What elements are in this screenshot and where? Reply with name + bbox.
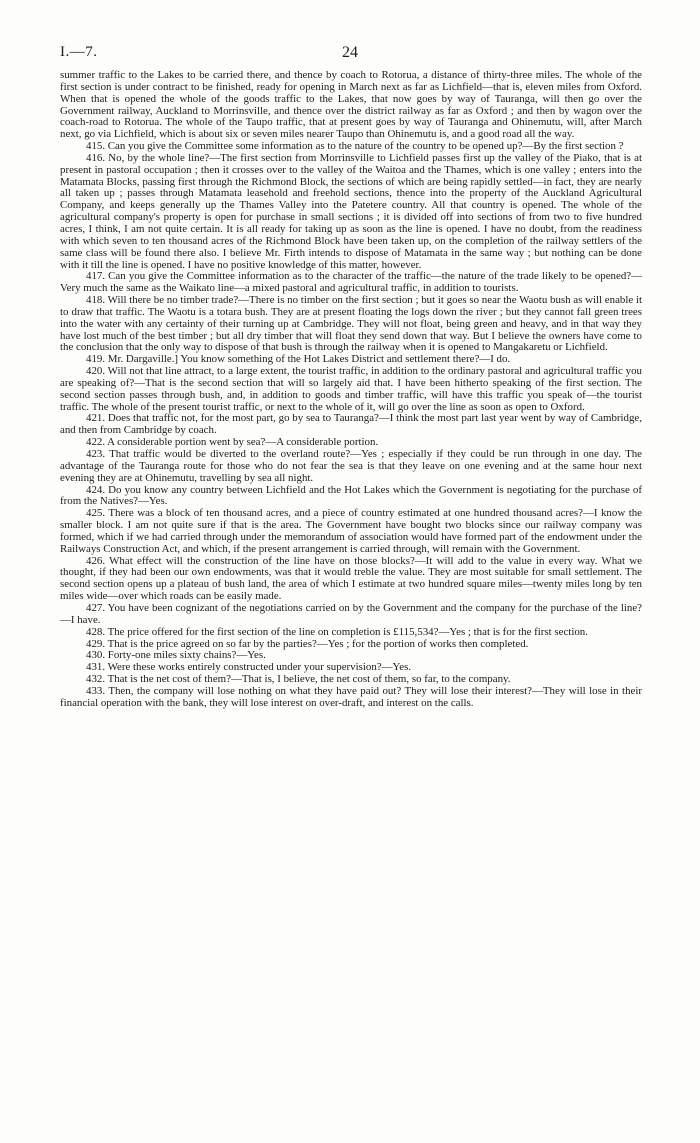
question-429: 429. That is the price agreed on so far by the parties?—Yes ; for the portion of works then completed.	[86, 637, 529, 650]
question-416: 416. No, by the whole line?—The first section from Morrinsville to Lichfield passes first up the valley of the Piako, that is at present in pastoral occupation ; then it crosses over to the valley of the Waitoa and the Thames, which is one valley ; enters into the Matamata Blocks, passing first through the Richmond Block, the sections of which are being rapidly settled—in fact, they are nearly all taken up ; passes through Matamata leasehold and freehold sections, thence into the property of the Auckland Agricultural Company, and keeps generally up the Thames Valley into the Patetere country. All that country is opened. The whole of the agricultural company's property is open for purchase in small sections ; it is divided off into sections of from two to five hundred acres, I think, I am not quite certain. It is all ready for taking up as soon as the line is opened. I have no doubt, from the readiness with which seven to ten thousand acres of the Richmond Block have been taken up, on the completion of the railway settlers of the same class will be found there also. I believe Mr. Firth intends to dispose of Matamata in the same way ; but nothing can be done with it till the line is opened. I have no positive knowledge of this matter, however.	[60, 151, 642, 271]
evidence-text	[60, 70, 642, 710]
question-425: 425. There was a block of ten thousand acres, and a piece of country estimated at one hundred thousand acres?—I know the smaller block. I am not quite sure if that is the area. The Government have bought two blocks since our railway company was formed, which if we had carried through under the memorandum of association would have formed part of the endowment under the Railways Construction Act, and which, if the present arrangement is carried through, will remain with the Government.	[60, 507, 642, 555]
question-433: 433. Then, the company will lose nothing on what they have paid out? They will lose their interest?—They will lose in their financial operation with the bank, they will lose interest on over-draft, and interest on the calls.	[60, 684, 642, 709]
question-431: 431. Were these works entirely constructed under your supervision?—Yes.	[86, 661, 412, 674]
question-422: 422. A considerable portion went by sea?—A considerable portion.	[86, 436, 379, 449]
question-424: 424. Do you know any country between Lichfield and the Hot Lakes which the Government is negotiating for the purchase of from the Natives?—Yes.	[60, 483, 642, 508]
page-number: 24	[342, 44, 358, 61]
question-417: 417. Can you give the Committee information as to the character of the traffic—the nature of the trade likely to be opened?—Very much the same as the Waikato line—a mixed pastoral and agricultural traffic, in addition to tourists.	[60, 270, 642, 295]
paragraph-continuation: summer traffic to the Lakes to be carried there, and thence by coach to Rotorua, a distance of thirty-three miles. The whole of the first section is under contract to be finished, ready for opening in March next as far as Lichfield—that is, eleven miles from Oxford. When that is opened the whole of the goods traffic to the Lakes, that now goes by way of Tauranga, will then go over the Government railway, Auckland to Morrinsville, and thence over the district railway as far as Oxford ; and then by wagon over the coach-road to Rotorua. The whole of the Taupo traffic, that at present goes by way of Tauranga and Ohinemutu, will, after March next, go via Lichfield, which is about six or seven miles nearer Taupo than Ohinemutu is, and a good road all the way.	[60, 69, 642, 141]
question-426: 426. What effect will the construction of the line have on those blocks?—It will add to the value in every way. What we thought, if they had been our own endowments, was that it would treble the value. They are most suitable for small settlement. The second section opens up a plateau of bush land, the area of which I estimate at two hundred square miles—twenty miles long by ten miles wide—over which roads can be easily made.	[60, 554, 642, 603]
question-423: 423. That traffic would be diverted to the overland route?—Yes ; especially if they could be run through in one day. The advantage of the Tauranga route for those who do not fear the sea is that they leave on one evening and at the same hour next evening they are at Ohinemutu, travelling by sea all night.	[60, 448, 642, 484]
page-header	[60, 44, 640, 64]
question-432: 432. That is the net cost of them?—That is, I believe, the net cost of them, so far, to the company.	[86, 673, 511, 686]
document-reference: I.—7.	[60, 44, 98, 60]
question-419: 419. Mr. Dargaville.] You know something of the Hot Lakes District and settlement there?—I do.	[86, 353, 511, 366]
question-418: 418. Will there be no timber trade?—There is no timber on the first section ; but it goes so near the Waotu bush as will enable it to draw that traffic. The Waotu is a totara bush. They are at present floating the logs down the river ; but they cannot fall green trees into the water with any certainty of their turning up at Cambridge. They will not float, being green and heavy, and in that way they have lost much of the best timber ; but all dry timber that will float they send down that way. But I believe the owners have come to the conclusion that the only way to dispose of that bush is through the railway when it is opened to Mangakaretu or Lichfield.	[60, 294, 642, 354]
question-415: 415. Can you give the Committee some information as to the nature of the country to be opened up?—By the first section ?	[86, 140, 624, 153]
question-420: 420. Will not that line attract, to a large extent, the tourist traffic, in addition to the ordinary pastoral and agricultural traffic you are speaking of?—That is the second section that will so largely aid that. I have been hitherto speaking of the first section. The second section passes through bush, and, in addition to goods and timber traffic, will have this traffic you speak of—the tourist traffic. The whole of the present tourist traffic, or next to the whole of it, will go over the line as soon as open to Oxford.	[60, 365, 642, 413]
question-421: 421. Does that traffic not, for the most part, go by sea to Tauranga?—I think the most part last year went by way of Cambridge, and then from Cambridge by coach.	[60, 412, 642, 437]
question-427: 427. You have been cognizant of the negotiations carried on by the Government and the company for the purchase of the line?—I have.	[60, 601, 642, 626]
question-430: 430. Forty-one miles sixty chains?—Yes.	[86, 649, 266, 662]
question-428: 428. The price offered for the first section of the line on completion is £115,534?—Yes ; that is for the first section.	[86, 625, 588, 638]
